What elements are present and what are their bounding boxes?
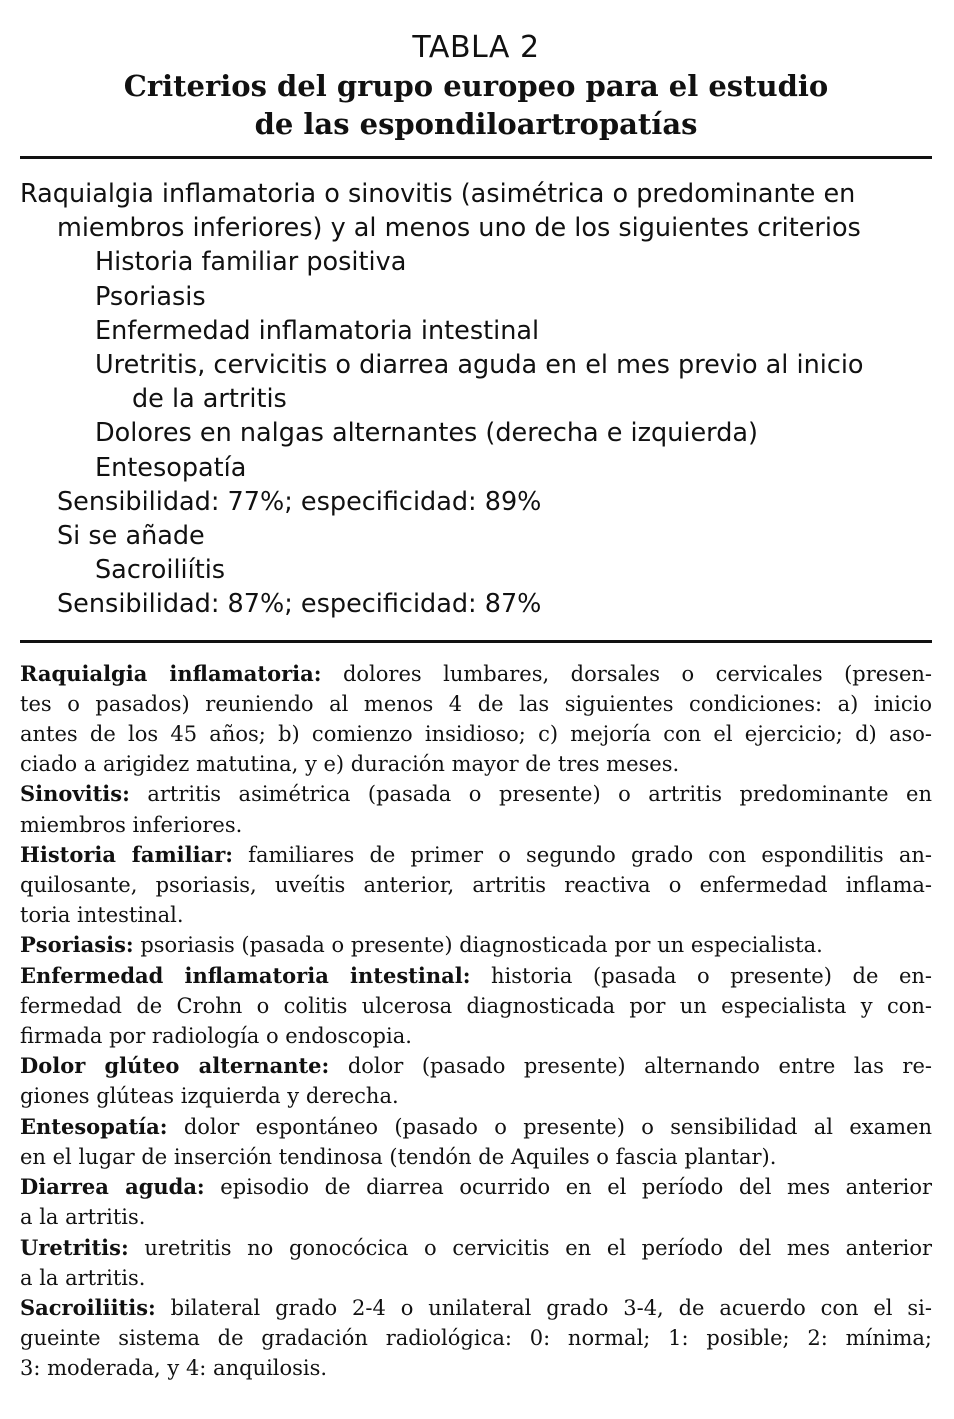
document-page: [20, 0, 932, 1419]
definition-term: Psoriasis:: [20, 932, 134, 958]
definition-text: ciado a arigidez matutina, y e) duración mayor de tres meses.: [20, 752, 680, 777]
definition-term: Historia familiar:: [20, 841, 234, 867]
definition-line: [20, 1293, 932, 1323]
definition-line: [20, 1233, 932, 1263]
definition-text: dolor espontáneo (pasado o presente) o sensibilidad al examen: [167, 1114, 932, 1139]
definition-text: a la artritis.: [20, 1205, 146, 1230]
definition-text: dolor (pasado presente) alternando entre las re-: [329, 1054, 932, 1079]
definition-text: en el lugar de inserción tendinosa (tendón de Aquiles o fascia plantar).: [20, 1144, 777, 1169]
definition-line: [20, 1263, 932, 1293]
definition-text: psoriasis (pasada o presente) diagnosticada por un especialista.: [133, 933, 823, 958]
definition-term: Dolor glúteo alternante:: [20, 1053, 330, 1079]
criteria-item: Sacroiliítis: [95, 555, 226, 586]
definition-text: bilateral grado 2-4 o unilateral grado 3-4, de acuerdo con el si-: [155, 1295, 932, 1320]
definition-line: [20, 719, 932, 749]
criteria-item: de la artritis: [132, 384, 287, 415]
top-rule: [20, 156, 932, 159]
definition-text: familiares de primer o segundo grado con espondilitis an-: [233, 842, 932, 867]
criteria-item: miembros inferiores) y al menos uno de los siguientes criterios: [57, 213, 861, 244]
definition-line: [20, 689, 932, 719]
definition-text: episodio de diarrea ocurrido en el período del mes anterior: [204, 1175, 932, 1200]
middle-rule: [20, 640, 932, 643]
definition-text: a la artritis.: [20, 1265, 146, 1290]
definition-line: [20, 840, 932, 870]
definition-term: Uretritis:: [20, 1234, 129, 1260]
criteria-item: Dolores en nalgas alternantes (derecha e izquierda): [95, 418, 758, 449]
definition-text: gueinte sistema de gradación radiológica: 0: normal; 1: posible; 2: mínima;: [20, 1326, 932, 1351]
table-number: TABLA 2: [412, 30, 540, 65]
definition-term: Entesopatía:: [20, 1113, 168, 1139]
definition-line: [20, 900, 932, 930]
definition-text: tes o pasados) reuniendo al menos 4 de las siguientes condiciones: a) inicio: [20, 691, 932, 716]
definition-line: [20, 991, 932, 1021]
definition-line: [20, 1202, 932, 1232]
table-title-line-1: Criterios del grupo europeo para el estudio: [123, 69, 829, 103]
definition-line: [20, 749, 932, 779]
definition-line: [20, 930, 932, 960]
definition-line: [20, 961, 932, 991]
definition-text: quilosante, psoriasis, uveítis anterior, artritis reactiva o enfermedad inflama-: [20, 873, 932, 898]
definition-line: [20, 1051, 932, 1081]
definitions-list: [20, 659, 932, 1384]
criteria-item: Enfermedad inflamatoria intestinal: [95, 315, 540, 346]
definition-term: Sinovitis:: [20, 781, 130, 807]
definition-line: [20, 1142, 932, 1172]
definition-text: historia (pasada o presente) de en-: [470, 963, 932, 988]
definition-line: [20, 1353, 932, 1383]
criteria-item: Uretritis, cervicitis o diarrea aguda en el mes previo al inicio: [95, 350, 864, 381]
criteria-item: Si se añade: [57, 521, 205, 552]
definition-term: Enfermedad inflamatoria intestinal:: [20, 962, 471, 988]
definition-line: [20, 659, 932, 689]
criteria-item: Sensibilidad: 77%; especificidad: 89%: [57, 486, 542, 517]
table-title-line-2: de las espondiloartropatías: [254, 107, 698, 141]
definition-text: dolores lumbares, dorsales o cervicales (presen-: [321, 661, 932, 686]
definition-text: firmada por radiología o endoscopia.: [20, 1024, 412, 1049]
definition-term: Diarrea aguda:: [20, 1174, 205, 1200]
definition-line: [20, 1323, 932, 1353]
criteria-item: Sensibilidad: 87%; especificidad: 87%: [57, 589, 542, 620]
definition-line: [20, 870, 932, 900]
definition-line: [20, 1021, 932, 1051]
criteria-item: Historia familiar positiva: [95, 247, 407, 278]
definition-line: [20, 810, 932, 840]
criteria-list: [20, 177, 932, 622]
criteria-item: Raquialgia inflamatoria o sinovitis (asimétrica o predominante en: [20, 179, 856, 209]
definition-line: [20, 1081, 932, 1111]
criteria-item: Entesopatía: [95, 452, 247, 483]
definition-text: toria intestinal.: [20, 903, 184, 928]
definition-text: 3: moderada, y 4: anquilosis.: [20, 1356, 328, 1381]
definition-line: [20, 779, 932, 809]
definition-line: [20, 1172, 932, 1202]
criteria-item: Psoriasis: [95, 281, 206, 312]
definition-text: antes de los 45 años; b) comienzo insidioso; c) mejoría con el ejercicio; d) aso-: [20, 722, 932, 747]
definition-text: artritis asimétrica (pasada o presente) o artritis predominante en: [129, 782, 932, 807]
definition-line: [20, 1112, 932, 1142]
definition-term: Sacroiliitis:: [20, 1294, 156, 1320]
definition-text: fermedad de Crohn o colitis ulcerosa diagnosticada por un especialista y con-: [20, 993, 932, 1018]
definition-term: Raquialgia inflamatoria:: [20, 660, 322, 686]
definition-text: uretritis no gonocócica o cervicitis en el período del mes anterior: [128, 1235, 932, 1260]
definition-text: giones glúteas izquierda y derecha.: [20, 1084, 399, 1109]
definition-text: miembros inferiores.: [20, 812, 243, 837]
